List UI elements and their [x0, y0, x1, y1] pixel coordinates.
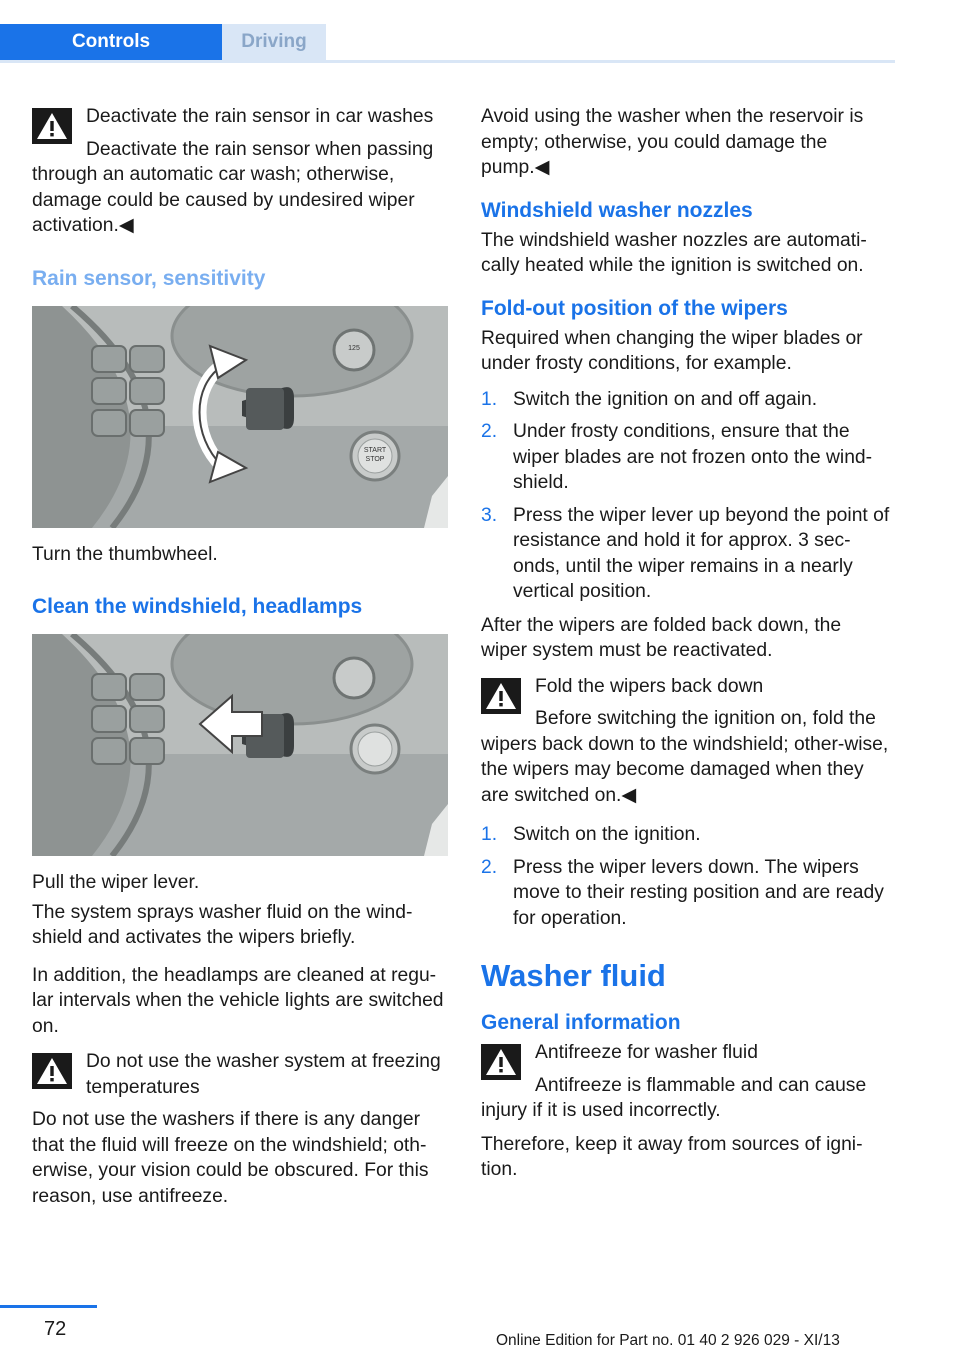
warning-text: Before switching the ignition on, fold the [535, 708, 876, 729]
warning-text-cont: injury if it is used incorrectly. [481, 1100, 721, 1121]
warning-triangle-icon [32, 108, 72, 144]
heading-general-information: General information [481, 1011, 681, 1034]
page-number: 72 [44, 1318, 67, 1340]
warning-title: Deactivate the rain sensor in car washes [86, 106, 434, 127]
list-item [481, 822, 891, 848]
warning-title: Do not use the washer system at freezing temperatures [86, 1051, 441, 1098]
list-number: 1. [481, 824, 498, 845]
para-system-sprays: The system sprays washer fluid on the wind‐shield and activates the wipers briefly. [32, 901, 413, 948]
warning-text: Deactivate the rain sensor when passing [86, 138, 434, 160]
fold-out-steps-list [481, 387, 891, 605]
warning-text: Antifreeze is flammable and can cause [535, 1074, 867, 1096]
start-button-label: START [363, 446, 387, 454]
warning-triangle-icon [32, 1053, 72, 1089]
steering-column-illustration [32, 306, 448, 528]
warning-triangle-icon [481, 1044, 521, 1080]
para-headlamps-cleaned: In addition, the headlamps are cleaned at regu‐lar intervals when the vehicle lights are switched on. [32, 964, 444, 1037]
edition-footer: Online Edition for Part no. 01 40 2 926 029 - XI/13 [496, 1332, 840, 1349]
para-pull-lever: Pull the wiper lever. [32, 872, 200, 893]
stop-button-label: STOP [365, 455, 385, 463]
warning-text: Do not use the washers if there is any danger that the fluid will freeze on the windshield; oth‐erwise, your vision could be obscured. For this reason, use antifreeze. [32, 1109, 429, 1207]
warning-freezing [32, 1049, 448, 1209]
tab-driving[interactable]: Driving [222, 24, 326, 60]
footer-rule [0, 1305, 97, 1308]
list-item [481, 855, 891, 932]
reactivate-steps-list [481, 822, 891, 931]
para-avoid-washer: Avoid using the washer when the reservoir is empty; otherwise, you could damage the pump.◀ [481, 106, 864, 178]
list-number: 2. [481, 421, 498, 442]
list-number: 2. [481, 856, 498, 878]
para-nozzles-heated: The windshield washer nozzles are automati‐cally heated while the ignition is switched on. [481, 229, 867, 276]
list-text: Under frosty conditions, ensure that the wiper blades are not frozen onto the wind‐shield. [513, 421, 873, 493]
para-after-folded: After the wipers are folded back down, the wiper system must be reactivated. [481, 614, 842, 661]
list-text: Press the wiper lever up beyond the point of resistance and hold it for approx. 3 sec‐onds, until the wiper remains in a nearly vertical position. [513, 504, 890, 602]
heading-washer-fluid: Washer fluid [481, 958, 666, 993]
para-required-when: Required when changing the wiper blades or under frosty conditions, for example. [481, 327, 863, 374]
warning-text-cont: wipers back down to the windshield; other‐wise, the wipers may become damaged when they are switched on.◀ [481, 733, 889, 806]
warning-title: Antifreeze for washer fluid [535, 1042, 758, 1063]
wiper-lever-illustration [32, 634, 448, 856]
list-text: Press the wiper levers down. The wipers move to their resting position and are ready for operation. [513, 856, 884, 929]
figure-thumbwheel [32, 306, 448, 528]
para-keep-away: Therefore, keep it away from sources of igni‐tion. [481, 1133, 863, 1180]
heading-clean-windshield: Clean the windshield, headlamps [32, 595, 363, 618]
warning-triangle-icon [481, 678, 521, 714]
gauge-label: 125 [348, 344, 360, 352]
left-column [32, 104, 448, 1217]
tab-controls[interactable]: Controls [0, 24, 222, 60]
list-number: 1. [481, 388, 498, 410]
list-text: Switch the ignition on and off again. [513, 388, 818, 410]
warning-antifreeze [481, 1040, 891, 1124]
header-rule [0, 60, 895, 63]
heading-rain-sensor-sensitivity: Rain sensor, sensitivity [32, 266, 266, 290]
list-item [481, 387, 891, 413]
warning-rain-sensor [32, 104, 448, 239]
list-text: Switch on the ignition. [513, 824, 701, 845]
caption-thumbwheel: Turn the thumbwheel. [32, 543, 218, 565]
right-column [481, 104, 891, 1193]
heading-washer-nozzles: Windshield washer nozzles [481, 198, 753, 222]
figure-wiper-lever [32, 634, 448, 856]
list-number: 3. [481, 504, 498, 526]
warning-title: Fold the wipers back down [535, 675, 764, 697]
heading-fold-out-position: Fold-out position of the wipers [481, 296, 788, 320]
warning-fold-back [481, 674, 891, 809]
list-item [481, 503, 891, 605]
list-item [481, 419, 891, 496]
warning-text-cont: through an automatic car wash; otherwise, damage could be caused by undesired wiper activation.◀ [32, 164, 415, 236]
